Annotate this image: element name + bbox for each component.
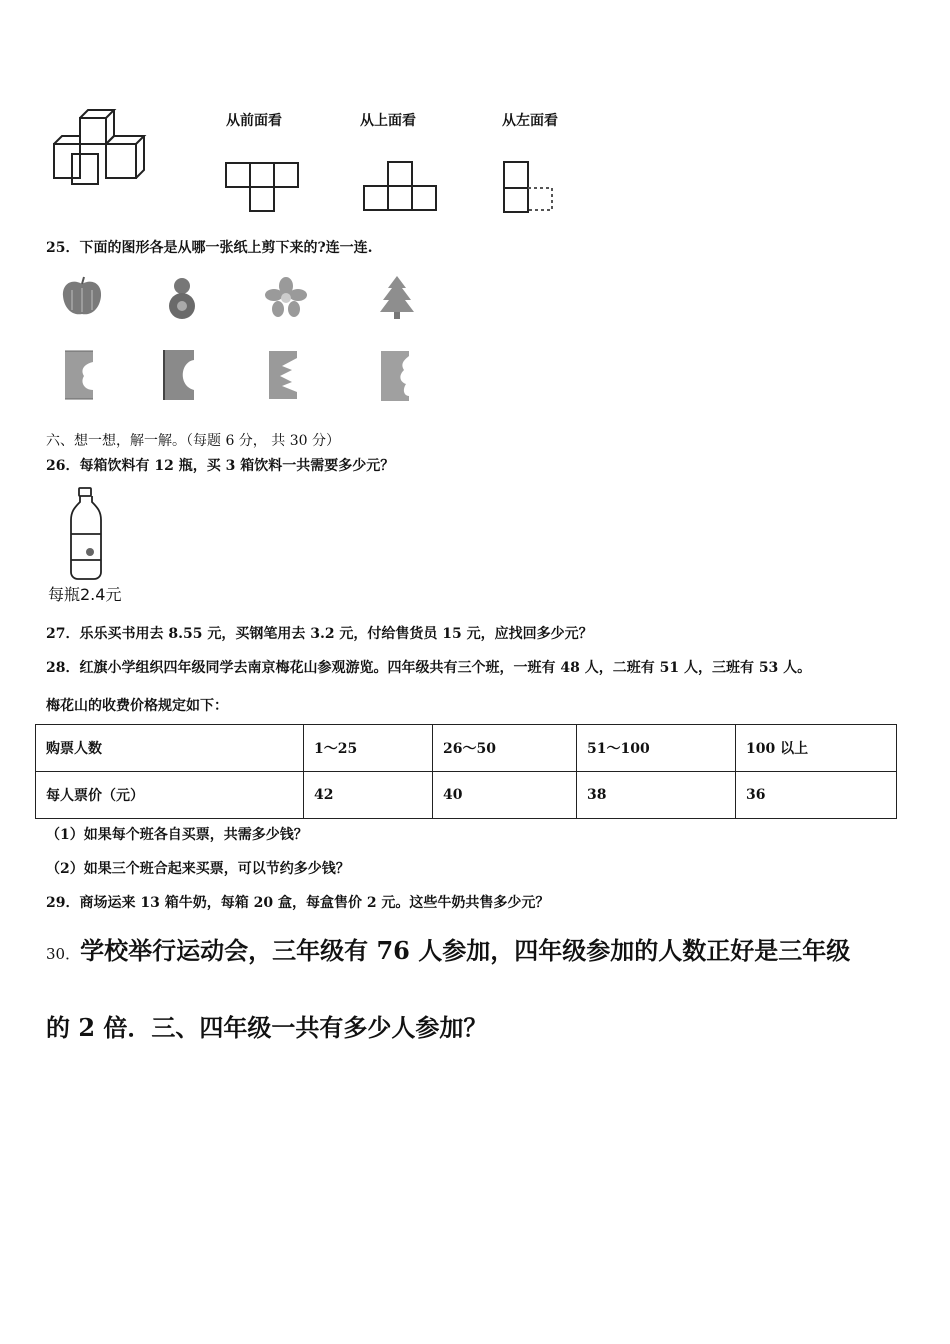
question-28-sub-2: （2）如果三个班合起来买票，可以节约多少钱？	[46, 861, 350, 877]
question-28: 28．红旗小学组织四年级同学去南京梅花山参观游览。四年级共有三个班，一班有 48 人，二班有 51 人，三班有 53 人。	[46, 660, 812, 676]
question-30-number: 30．	[46, 945, 81, 963]
paper-cut-1	[64, 350, 96, 400]
cube-stack-figure	[50, 108, 150, 188]
paper-cut-3	[268, 350, 300, 400]
view-label-front: 从前面看	[226, 113, 282, 129]
question-25: 25．下面的图形各是从哪一张纸上剪下来的?连一连.	[46, 240, 373, 256]
question-30-text-1: 学校举行运动会，三年级有 76 人参加，四年级参加的人数正好是三年级	[80, 936, 851, 965]
paper-cut-4	[380, 350, 412, 402]
view-label-left: 从左面看	[502, 113, 558, 129]
question-29: 29．商场运来 13 箱牛奶，每箱 20 盒，每盒售价 2 元。这些牛奶共售多少元？	[46, 895, 550, 911]
table-cell: 42	[304, 772, 433, 819]
table-cell: 1～25	[304, 725, 433, 772]
view-label-top: 从上面看	[360, 113, 416, 129]
apple-shape	[60, 276, 104, 318]
bottle-price-label: 每瓶2.4元	[48, 585, 122, 604]
tree-shape	[378, 274, 416, 320]
table-row	[36, 725, 897, 772]
question-26: 26．每箱饮料有 12 瓶，买 3 箱饮料一共需要多少元？	[46, 458, 395, 474]
question-28-intro: 梅花山的收费价格规定如下：	[46, 698, 228, 714]
table-cell: 购票人数	[36, 725, 304, 772]
table-cell: 36	[736, 772, 897, 819]
bottle-icon	[66, 486, 106, 582]
table-cell: 38	[577, 772, 736, 819]
paper-cut-2	[160, 348, 198, 402]
question-30-line-2: 的 2 倍．三、四年级一共有多少人参加？	[46, 1013, 488, 1042]
price-table	[35, 724, 897, 819]
table-cell: 40	[433, 772, 577, 819]
flower-shape	[265, 277, 307, 317]
left-view-drawing	[502, 160, 557, 216]
table-cell: 100 以上	[736, 725, 897, 772]
table-cell: 51～100	[577, 725, 736, 772]
top-view-drawing	[362, 160, 440, 214]
gourd-shape	[165, 274, 199, 320]
section-6-heading: 六、想一想，解一解。（每题 6 分， 共 30 分）	[46, 433, 340, 449]
table-cell: 26～50	[433, 725, 577, 772]
question-30-line-1	[46, 931, 850, 966]
table-row	[36, 772, 897, 819]
table-cell: 每人票价（元）	[36, 772, 304, 819]
question-28-sub-1: （1）如果每个班各自买票，共需多少钱？	[46, 827, 308, 843]
front-view-drawing	[225, 160, 300, 214]
question-27: 27．乐乐买书用去 8.55 元，买钢笔用去 3.2 元，付给售货员 15 元，应找回多少元？	[46, 626, 593, 642]
